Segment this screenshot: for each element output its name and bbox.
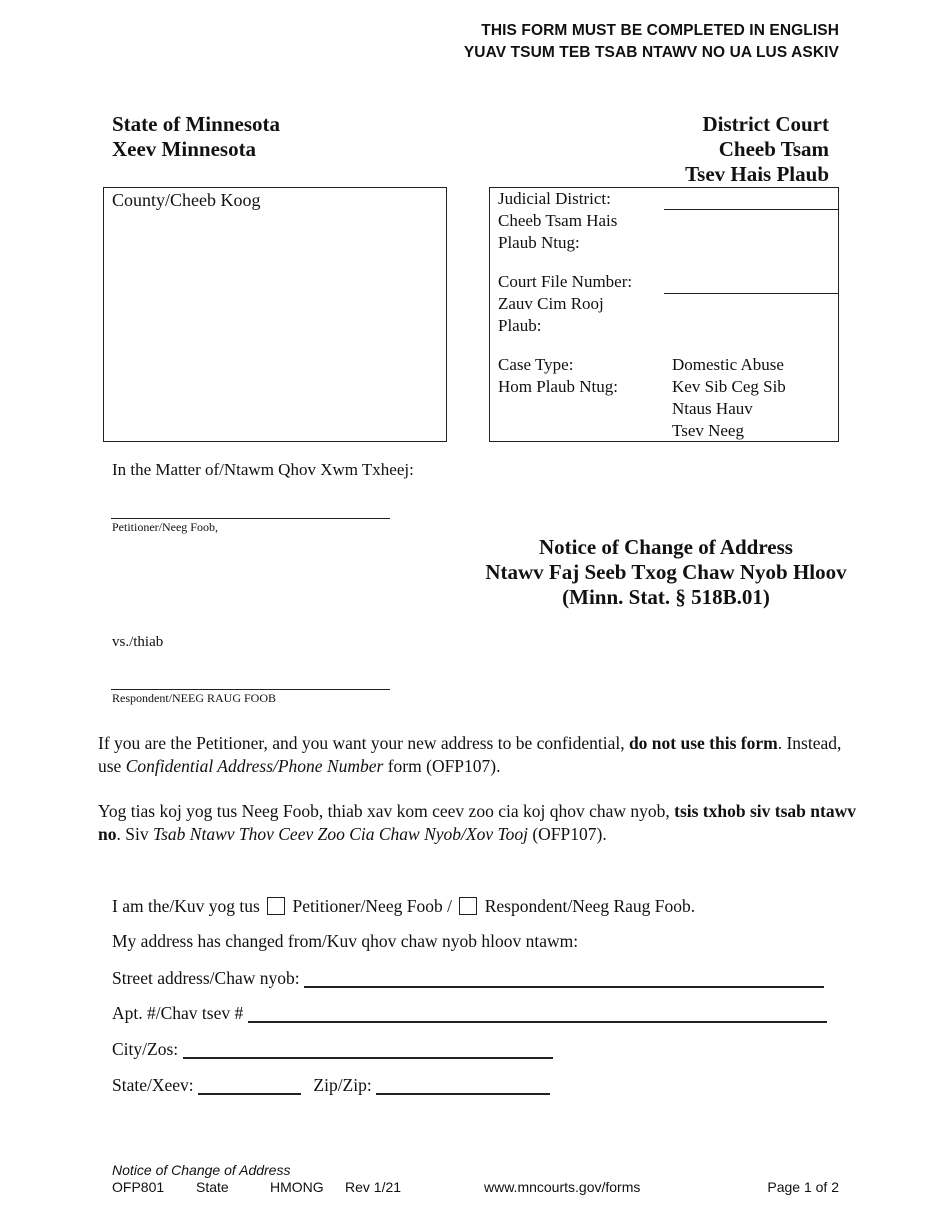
apt-field[interactable] — [248, 1003, 827, 1023]
instructions-english: If you are the Petitioner, and you want your new address to be confidential, do not use this form. Instead, use Confidential Address/Phone Number form (OFP107). — [98, 733, 842, 776]
matter-caption: In the Matter of/Ntawm Qhov Xwm Txheej: — [112, 460, 414, 479]
form-title-statute: (Minn. Stat. § 518B.01) — [562, 585, 770, 609]
notice-line-hmong: YUAV TSUM TEB TSAB NTAWV NO UA LUS ASKIV — [463, 44, 839, 61]
form-title-hmong: Ntawv Faj Seeb Txog Chaw Nyob Hloov — [485, 560, 847, 584]
county-label: County/Cheeb Koog — [112, 190, 261, 210]
court-name-hmong-1: Cheeb Tsam — [718, 137, 829, 161]
instructions-hmong: Yog tias koj yog tus Neeg Foob, thiab xav kom ceev zoo cia koj qhov chaw nyob, tsis txhob siv tsab ntawv no. Siv Tsab Ntawv Thov Ceev Zoo Cia Chaw Nyob/Xov Tooj (OFP107). — [98, 801, 856, 844]
state-name-english: State of Minnesota — [112, 112, 280, 136]
petitioner-checkbox[interactable] — [267, 897, 285, 915]
zip-label: Zip/Zip: — [313, 1075, 372, 1095]
city-label: City/Zos: — [112, 1039, 179, 1059]
zip-field[interactable] — [376, 1075, 550, 1095]
respondent-name-line[interactable] — [111, 689, 390, 690]
court-name-hmong-2: Tsev Hais Plaub — [685, 162, 829, 186]
court-heading — [685, 112, 829, 187]
city-field[interactable] — [183, 1039, 553, 1059]
petitioner-name-line[interactable] — [111, 518, 390, 519]
state-field[interactable] — [198, 1075, 301, 1095]
versus-label: vs./thiab — [112, 634, 164, 650]
footer-form-code: OFP801 — [112, 1179, 165, 1195]
form-reference-hmong: Tsab Ntawv Thov Ceev Zoo Cia Chaw Nyob/Xov Tooj — [152, 824, 528, 844]
state-label: State/Xeev: — [112, 1075, 194, 1095]
state-heading — [112, 112, 280, 162]
petitioner-option-label: Petitioner/Neeg Foob / — [292, 896, 452, 916]
footer-language: HMONG — [270, 1179, 324, 1195]
footer-website: www.mncourts.gov/forms — [484, 1179, 641, 1195]
state-name-hmong: Xeev Minnesota — [112, 137, 257, 161]
street-address-row — [112, 966, 824, 990]
state-zip-row — [112, 1073, 550, 1097]
warning-bold: do not use this form — [628, 733, 778, 753]
judicial-district-field[interactable] — [664, 209, 838, 210]
apt-label: Apt. #/Chav tsev # — [112, 1003, 244, 1023]
footer-page-number: Page 1 of 2 — [767, 1179, 839, 1195]
apt-row — [112, 1001, 827, 1025]
petitioner-label: Petitioner/Neeg Foob, — [112, 520, 218, 534]
case-info-box — [489, 187, 839, 442]
notice-line-english: THIS FORM MUST BE COMPLETED IN ENGLISH — [481, 22, 839, 39]
footer-jurisdiction: State — [196, 1179, 229, 1195]
footer-revision: Rev 1/21 — [345, 1179, 402, 1195]
party-role-label: I am the/Kuv yog tus — [112, 896, 260, 916]
court-file-number-field[interactable] — [664, 293, 838, 294]
address-changed-label: My address has changed from/Kuv qhov chaw nyob hloov ntawm: — [112, 931, 579, 951]
street-address-label: Street address/Chaw nyob: — [112, 968, 300, 988]
court-name-english: District Court — [702, 112, 829, 136]
form-title-english: Notice of Change of Address — [539, 535, 793, 559]
case-type-value: Domestic Abuse Kev Sib Ceg Sib Ntaus Hauv Tsev Neeg — [672, 355, 786, 440]
respondent-checkbox[interactable] — [459, 897, 477, 915]
form-reference: Confidential Address/Phone Number — [125, 756, 384, 776]
street-address-field[interactable] — [304, 968, 824, 988]
english-required-notice — [464, 20, 839, 64]
judicial-district-label: Judicial District: Cheeb Tsam Hais Plaub Ntug: — [498, 189, 618, 252]
court-file-number-label: Court File Number: Zauv Cim Rooj Plaub: — [498, 272, 633, 335]
county-box[interactable] — [103, 187, 447, 442]
respondent-label: Respondent/NEEG RAUG FOOB — [112, 691, 276, 705]
form-title — [460, 535, 872, 610]
party-role-row — [112, 894, 695, 918]
respondent-option-label: Respondent/Neeg Raug Foob. — [484, 896, 696, 916]
warning-bold-hmong: tsis txhob siv tsab ntawv no — [98, 801, 856, 844]
city-row — [112, 1037, 553, 1061]
case-type-label: Case Type: Hom Plaub Ntug: — [498, 355, 618, 396]
footer-form-title: Notice of Change of Address — [112, 1162, 291, 1178]
